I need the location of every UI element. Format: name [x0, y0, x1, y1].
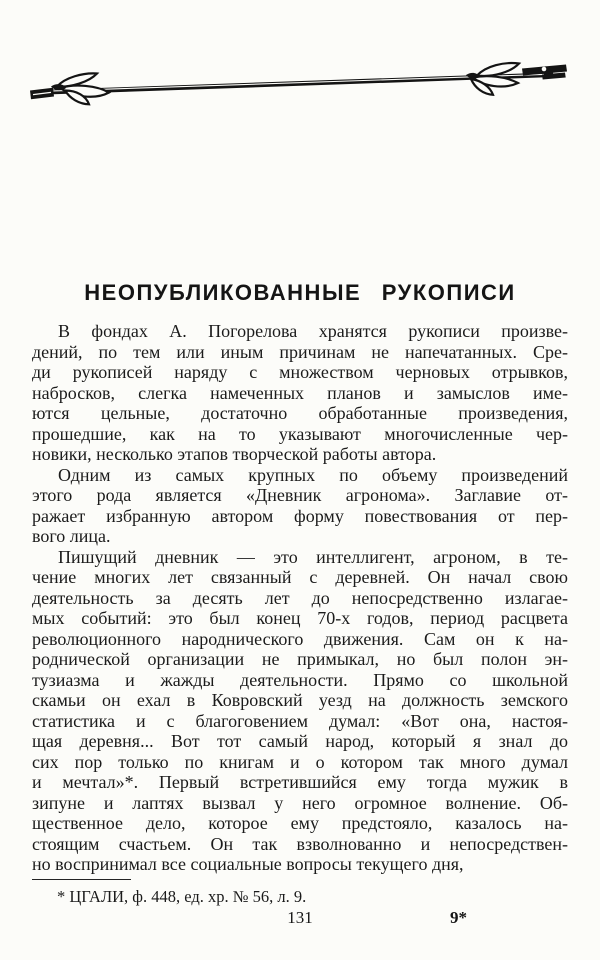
text-line: щая деревня... Вот тот самый народ, который я знал до	[32, 731, 568, 751]
left-leaf-cluster	[51, 73, 109, 104]
text-line: тузиазма и жажды деятельности. Прямо со школьной	[32, 669, 568, 690]
text-line: но воспринимал все социальные вопросы текущего дня,	[32, 854, 464, 874]
text-line: скамьи он ехал в Ковровский уезд на должность земского	[32, 690, 568, 710]
text-line: щественное дело, которое ему предстояло, казалось на-	[32, 813, 568, 833]
text-line: В фондах А. Погорелова хранятся рукописи произве-	[58, 321, 568, 341]
text-line: и мечтал»*. Первый встретившийся ему тогда мужик в	[32, 772, 568, 792]
body-text	[32, 321, 568, 875]
paragraph	[32, 465, 568, 547]
text-line: Одним из самых крупных по объему произведений	[58, 464, 568, 485]
text-line: этого рода является «Дневник агронома». Заглавие от-	[32, 485, 568, 505]
text-line: зипуне и лаптях вызвал у него огромное волнение. Об-	[32, 792, 568, 813]
signature-mark: 9*	[450, 908, 467, 927]
paragraph	[32, 321, 568, 465]
right-leaf-cluster	[466, 63, 519, 95]
text-line: новики, несколько этапов творческой работы автора.	[32, 444, 437, 464]
text-line: деятельность за десять лет до непосредственно излагае-	[32, 587, 568, 608]
text-line: ются цельные, достаточно обработанные произведения,	[32, 403, 568, 423]
text-line: статистика и с благоговением думал: «Вот она, настоя-	[32, 710, 568, 731]
text-line: вого лица.	[32, 526, 111, 546]
footnote: * ЦГАЛИ, ф. 448, ед. хр. № 56, л. 9.	[57, 887, 307, 906]
text-line: стоящим счастьем. Он так взволнованно и непосредствен-	[32, 833, 568, 854]
text-line: прошедшие, как на то указывают многочисленные чер-	[32, 423, 568, 444]
text-line: Пишущий дневник — это интеллигент, агроном, в те-	[58, 546, 568, 567]
text-line: набросков, слегка намеченных планов и замыслов име-	[32, 382, 568, 403]
page-number: 131	[287, 908, 313, 927]
text-line: сих пор только по книгам и о котором так много думал	[32, 751, 568, 772]
text-line: революционного народнического движения. Сам он к на-	[32, 628, 568, 649]
text-line: ди рукописей наряду с множеством черновых отрывков,	[32, 362, 568, 382]
ornamental-rule-icon	[30, 60, 570, 106]
text-line: чение многих лет связанный с деревней. Он начал свою	[32, 567, 568, 587]
text-line: ражает избранную автором форму повествования от пер-	[32, 505, 568, 526]
footnote-divider	[32, 879, 131, 880]
paragraph	[32, 547, 568, 875]
left-cap	[30, 88, 54, 99]
text-line: мых событий: это был конец 70-х годов, период расцвета	[32, 608, 568, 628]
text-line: дений, по тем или иным причинам не напечатанных. Сре-	[32, 341, 568, 362]
text-line: роднической организации не примыкал, но был полон эн-	[32, 649, 568, 669]
chapter-title: НЕОПУБЛИКОВАННЫЕ РУКОПИСИ	[84, 280, 516, 305]
